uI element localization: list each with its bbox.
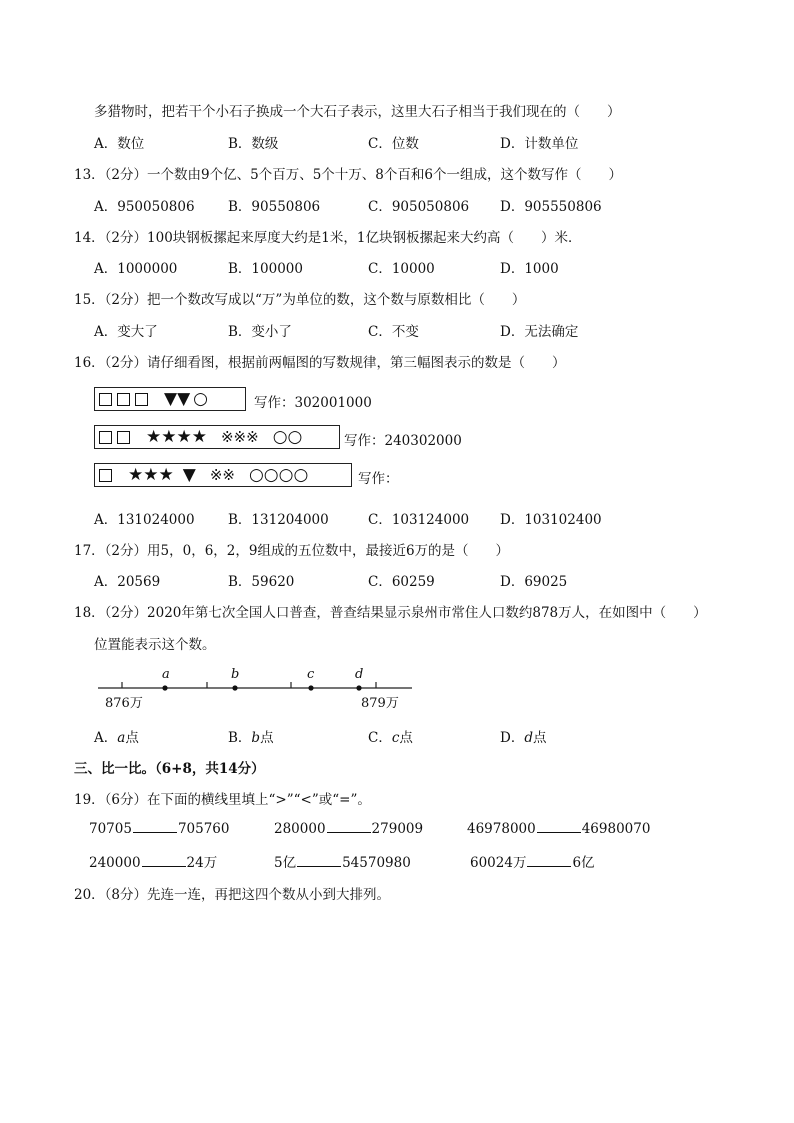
compare-right: 54570980 — [342, 855, 411, 871]
compare-right: 24万 — [186, 855, 218, 871]
compare-left: 240000 — [89, 855, 141, 871]
q15-option-a[interactable]: A．变大了 — [94, 324, 158, 340]
compare-left: 46978000 — [467, 821, 536, 837]
q18-stem-line2: 位置能表示这个数。 — [94, 637, 216, 653]
q14-option-c[interactable]: C．10000 — [368, 261, 435, 277]
symbol-box-row1 — [94, 387, 246, 411]
q14-option-b[interactable]: B．100000 — [228, 261, 303, 277]
compare-item — [89, 820, 230, 837]
compare-left: 60024万 — [470, 855, 527, 871]
q17-option-d[interactable]: D．69025 — [500, 574, 568, 590]
option-letter: B． — [228, 730, 252, 746]
q16-option-c[interactable]: C．103124000 — [368, 512, 470, 528]
q18-option-a[interactable] — [94, 726, 139, 746]
option-suffix: 点 — [399, 730, 413, 746]
compare-item — [467, 820, 650, 837]
q14-option-d[interactable]: D．1000 — [500, 261, 559, 277]
triangle-down-icon: ▼ — [182, 464, 196, 485]
compare-left: 280000 — [274, 821, 326, 837]
triangle-down-icon: ▼▼ — [164, 388, 191, 409]
square-icon — [99, 393, 112, 406]
section-3-heading: 三、比一比。（6+8，共14分） — [74, 761, 265, 777]
point-b-label: b — [231, 667, 240, 682]
q18-option-b[interactable] — [228, 726, 274, 746]
answer-blank[interactable] — [142, 854, 186, 867]
option-variable: d — [524, 730, 533, 746]
row3-written-label: 写作： — [358, 471, 399, 487]
q13-option-b[interactable]: B．90550806 — [228, 199, 321, 215]
symbol-box-row2 — [94, 425, 340, 449]
q15-option-b[interactable]: B．变小了 — [228, 324, 292, 340]
option-letter: C． — [368, 730, 392, 746]
q17-stem: 17．（2分）用5，0，6，2，9组成的五位数中，最接近6万的是（ ） — [74, 543, 510, 559]
q13-option-a[interactable]: A．950050806 — [94, 199, 195, 215]
compare-right: 279009 — [371, 821, 424, 837]
square-icon — [99, 431, 112, 444]
q16-stem: 16．（2分）请仔细看图，根据前两幅图的写数规律，第三幅图表示的数是（ ） — [74, 355, 566, 371]
point-d-label: d — [355, 667, 364, 682]
q14-stem: 14．（2分）100块钢板摞起来厚度大约是1米，1亿块钢板摞起来大约高（ ）米． — [74, 230, 582, 246]
star-icon: ★★★ — [128, 464, 174, 485]
reference-mark-icon: ※※ — [209, 465, 235, 484]
answer-blank[interactable] — [327, 820, 371, 833]
option-letter: A． — [94, 730, 118, 746]
square-icon — [99, 469, 112, 482]
row2-written-label: 写作：240302000 — [344, 433, 462, 449]
compare-right: 6亿 — [572, 855, 595, 871]
q20-stem: 20．（8分）先连一连，再把这四个数从小到大排列。 — [74, 887, 391, 903]
q14-option-a[interactable]: A．1000000 — [94, 261, 178, 277]
q18-stem-line1: 18．（2分）2020年第七次全国人口普查，普查结果显示泉州市常住人口数约878万人，在如图中（ ） — [74, 605, 707, 621]
q19-stem: 19．（6分）在下面的横线里填上“>”“<”或“=”。 — [74, 792, 371, 808]
reference-mark-icon: ※※※ — [220, 427, 259, 446]
square-icon — [117, 431, 130, 444]
q12-option-d[interactable]: D．计数单位 — [500, 136, 579, 152]
q15-option-c[interactable]: C．不变 — [368, 324, 419, 340]
q17-option-c[interactable]: C．60259 — [368, 574, 435, 590]
compare-item — [89, 851, 217, 871]
q15-stem: 15．（2分）把一个数改写成以“万”为单位的数，这个数与原数相比（ ） — [74, 292, 526, 308]
q18-option-d[interactable] — [500, 726, 546, 746]
option-suffix: 点 — [260, 730, 274, 746]
option-suffix: 点 — [532, 730, 547, 746]
q12-option-a[interactable]: A．数位 — [94, 136, 145, 152]
q12-option-b[interactable]: B．数级 — [228, 136, 279, 152]
compare-item — [274, 851, 411, 871]
option-variable: c — [391, 730, 400, 746]
point-a — [162, 685, 167, 690]
q12-option-c[interactable]: C．位数 — [368, 136, 419, 152]
compare-left: 70705 — [89, 821, 132, 837]
q15-option-d[interactable]: D．无法确定 — [500, 324, 579, 340]
answer-blank[interactable] — [527, 854, 571, 867]
square-icon — [135, 393, 148, 406]
option-suffix: 点 — [125, 730, 139, 746]
q16-option-a[interactable]: A．131024000 — [94, 512, 195, 528]
option-letter: D． — [500, 730, 525, 746]
compare-item — [470, 851, 595, 871]
row1-written-label: 写作：302001000 — [254, 395, 372, 411]
circle-icon: ○ — [193, 388, 208, 409]
square-icon — [117, 393, 130, 406]
point-c-label: c — [307, 667, 315, 682]
option-variable: b — [251, 730, 261, 746]
q16-option-d[interactable]: D．103102400 — [500, 512, 602, 528]
circle-icon: ○○○○ — [248, 464, 309, 485]
option-variable: a — [117, 730, 126, 746]
point-c — [308, 685, 313, 690]
q18-option-c[interactable] — [368, 726, 413, 746]
compare-right: 705760 — [177, 821, 230, 837]
q17-option-b[interactable]: B．59620 — [228, 574, 295, 590]
q16-option-b[interactable]: B．131204000 — [228, 512, 329, 528]
star-icon: ★★★★ — [146, 426, 207, 447]
answer-blank[interactable] — [537, 820, 581, 833]
left-end-label: 876万 — [105, 696, 143, 711]
q12-stem-continued: 多猎物时，把若干个小石子换成一个大石子表示，这里大石子相当于我们现在的（ ） — [94, 104, 621, 120]
compare-item — [274, 820, 423, 837]
compare-right: 46980070 — [581, 821, 651, 837]
point-d — [356, 685, 361, 690]
answer-blank[interactable] — [297, 854, 341, 867]
symbol-box-row3 — [94, 463, 352, 487]
right-end-label: 879万 — [361, 696, 399, 711]
q13-option-d[interactable]: D．905550806 — [500, 199, 602, 215]
answer-blank[interactable] — [133, 820, 177, 833]
circle-icon: ○○ — [272, 426, 303, 447]
point-a-label: a — [162, 667, 170, 682]
point-b — [232, 685, 237, 690]
q13-option-c[interactable]: C．905050806 — [368, 199, 470, 215]
compare-left: 5亿 — [274, 855, 297, 871]
q17-option-a[interactable]: A．20569 — [94, 574, 161, 590]
q13-stem: 13．（2分）一个数由9个亿、5个百万、5个十万、8个百和6个一组成，这个数写作（ ） — [74, 167, 622, 183]
